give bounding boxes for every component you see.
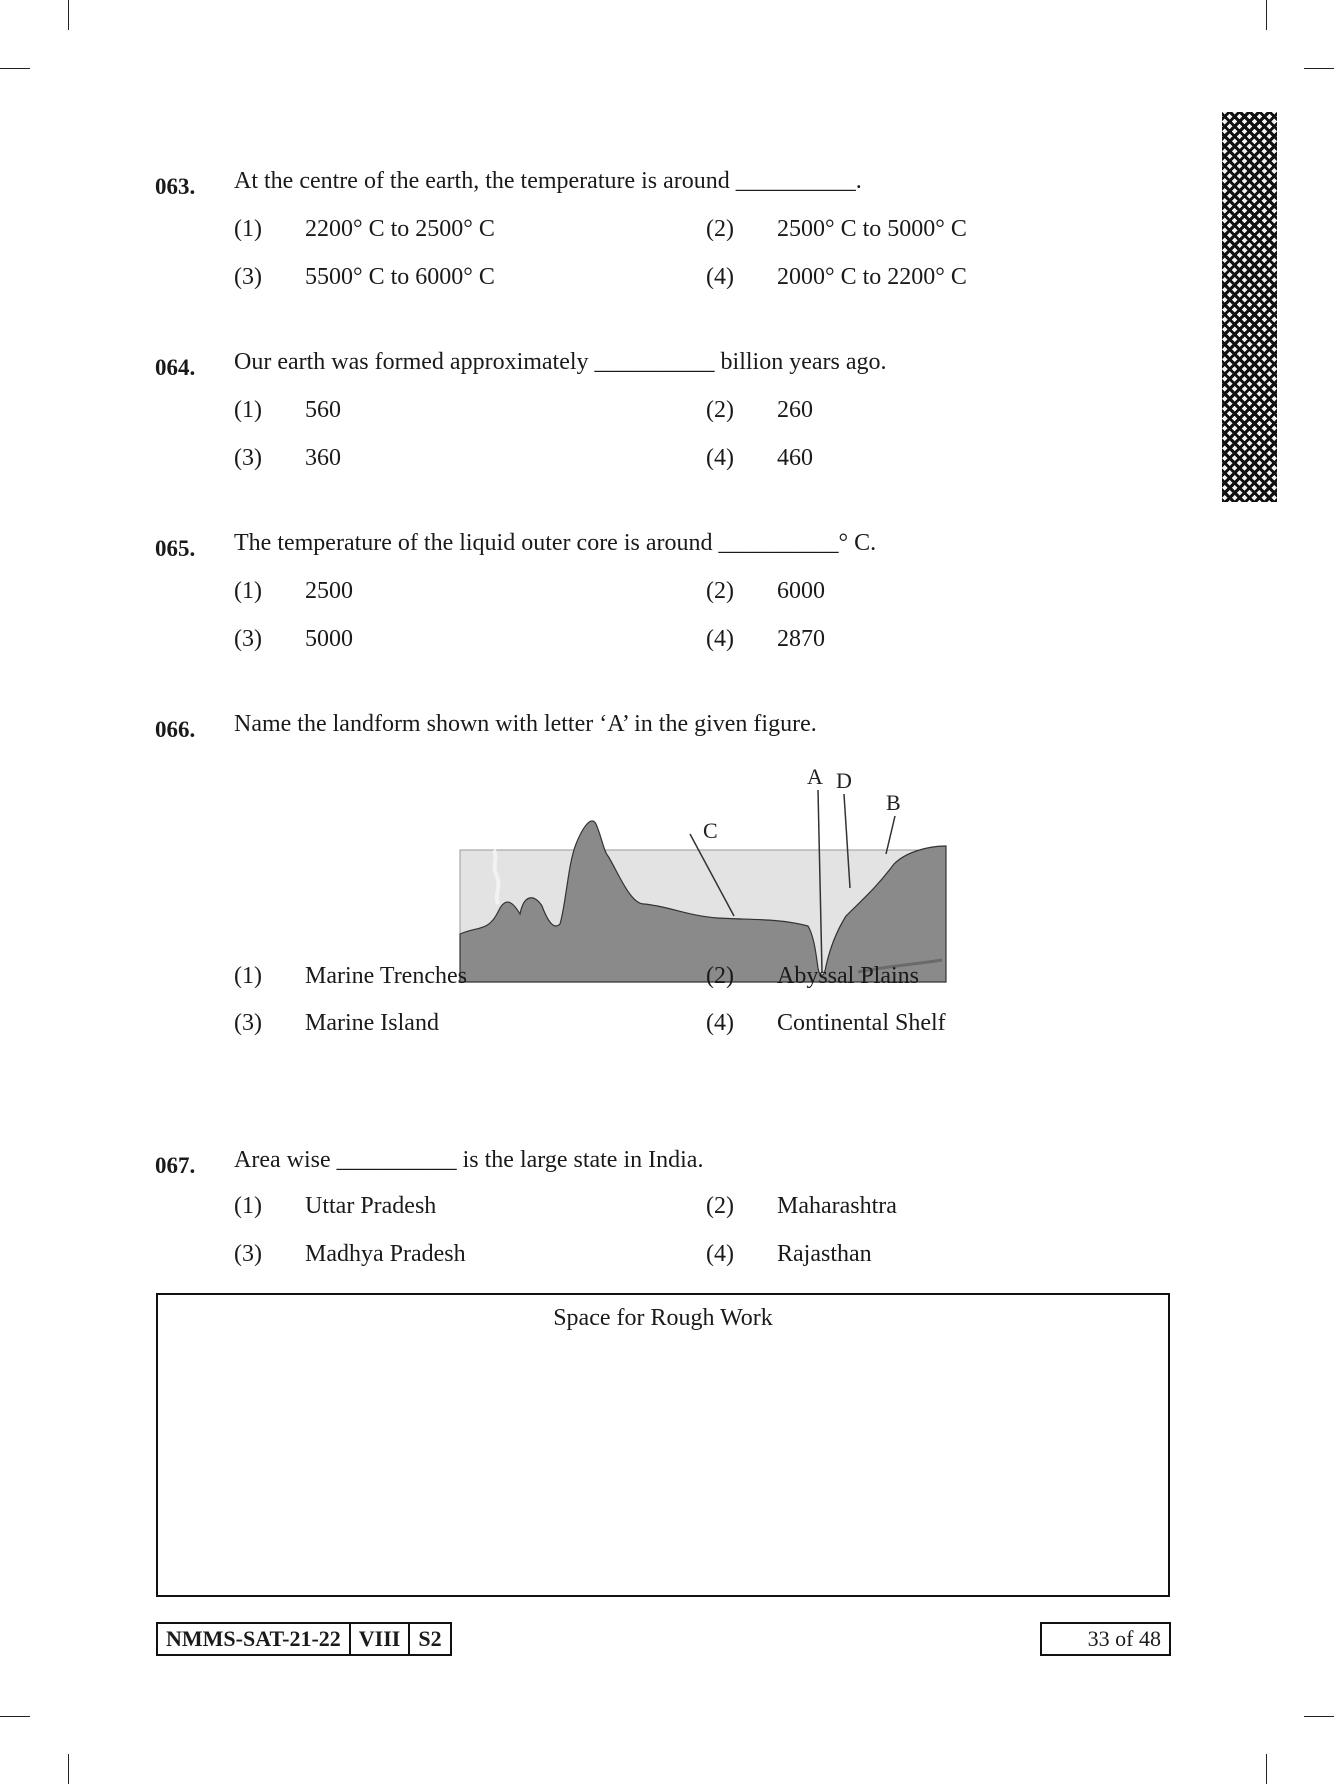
option-2[interactable]: (2) 2500° C to 5000° C — [706, 216, 967, 242]
crop-mark — [0, 68, 30, 69]
figure-label-b: B — [886, 790, 901, 815]
option-2[interactable]: (2) Maharashtra — [706, 1193, 897, 1219]
option-3[interactable]: (3) Marine Island — [234, 1010, 439, 1036]
exam-set: S2 — [418, 1626, 442, 1651]
option-4[interactable]: (4) 460 — [706, 445, 813, 471]
option-4[interactable]: (4) 2870 — [706, 626, 825, 652]
pointer-line-b — [886, 816, 895, 854]
crop-mark — [1304, 68, 1334, 69]
option-1[interactable]: (1) 2500 — [234, 578, 353, 604]
option-1[interactable]: (1) 2200° C to 2500° C — [234, 216, 495, 242]
option-4[interactable]: (4) Continental Shelf — [706, 1010, 946, 1036]
question-text: The temperature of the liquid outer core is around __________° C. — [234, 530, 877, 556]
crop-mark — [1304, 1716, 1334, 1717]
option-3[interactable]: (3) Madhya Pradesh — [234, 1241, 466, 1267]
exam-code-box — [156, 1622, 452, 1656]
question-number: 067. — [155, 1153, 196, 1178]
crop-mark — [0, 1716, 30, 1717]
crop-mark — [1266, 1754, 1267, 1784]
exam-code: NMMS-SAT-21-22 — [158, 1624, 351, 1654]
ocean-floor-figure — [458, 754, 948, 984]
option-1[interactable]: (1) Marine Trenches — [234, 963, 467, 989]
exam-class: VIII — [351, 1624, 411, 1654]
question-number: 065. — [155, 536, 196, 561]
option-2[interactable]: (2) 6000 — [706, 578, 825, 604]
option-3[interactable]: (3) 5000 — [234, 626, 353, 652]
question-text: At the centre of the earth, the temperature is around __________. — [234, 168, 862, 194]
question-text: Our earth was formed approximately __________ billion years ago. — [234, 349, 887, 375]
question-066-options — [0, 963, 1334, 1113]
rough-work-title: Space for Rough Work — [553, 1305, 773, 1331]
option-3[interactable]: (3) 360 — [234, 445, 341, 471]
question-number: 064. — [155, 355, 196, 380]
crop-mark — [68, 1754, 69, 1784]
option-1[interactable]: (1) 560 — [234, 397, 341, 423]
option-2[interactable]: (2) 260 — [706, 397, 813, 423]
question-number: 066. — [155, 717, 196, 742]
option-4[interactable]: (4) Rajasthan — [706, 1241, 872, 1267]
option-4[interactable]: (4) 2000° C to 2200° C — [706, 264, 967, 290]
question-063 — [0, 168, 1334, 318]
question-064 — [0, 349, 1334, 499]
question-text: Name the landform shown with letter ‘A’ in the given figure. — [234, 711, 817, 737]
option-1[interactable]: (1) Uttar Pradesh — [234, 1193, 437, 1219]
question-number: 063. — [155, 174, 196, 199]
crop-mark — [68, 0, 69, 30]
rough-work-box[interactable] — [156, 1293, 1170, 1597]
option-3[interactable]: (3) 5500° C to 6000° C — [234, 264, 495, 290]
figure-label-c: C — [703, 818, 718, 843]
figure-label-a: A — [807, 764, 823, 789]
figure-label-d: D — [836, 768, 852, 793]
question-text: Area wise __________ is the large state in India. — [234, 1147, 704, 1173]
question-067 — [0, 1147, 1334, 1297]
option-2[interactable]: (2) Abyssal Plains — [706, 963, 920, 989]
crop-mark — [1266, 0, 1267, 30]
question-065 — [0, 530, 1334, 680]
page-number: 33 of 48 — [1040, 1622, 1171, 1656]
